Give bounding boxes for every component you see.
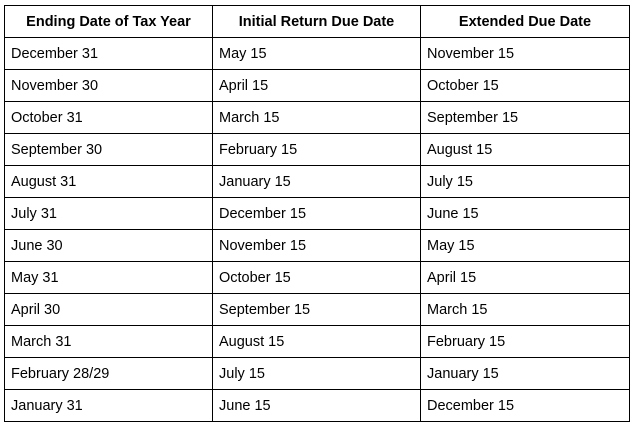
ending-date-cell: February 28/29 [5,358,213,390]
extended-due-date-cell: October 15 [421,70,630,102]
table-row [5,326,630,358]
header-ending-date: Ending Date of Tax Year [5,6,213,38]
initial-due-date-cell: July 15 [213,358,421,390]
ending-date-cell: November 30 [5,70,213,102]
header-row [5,6,630,38]
ending-date-cell: March 31 [5,326,213,358]
table-row [5,70,630,102]
extended-due-date-cell: May 15 [421,230,630,262]
ending-date-cell: April 30 [5,294,213,326]
header-extended-due-date: Extended Due Date [421,6,630,38]
table-row [5,102,630,134]
extended-due-date-cell: November 15 [421,38,630,70]
ending-date-cell: June 30 [5,230,213,262]
table-row [5,198,630,230]
initial-due-date-cell: August 15 [213,326,421,358]
table-row [5,390,630,422]
extended-due-date-cell: December 15 [421,390,630,422]
initial-due-date-cell: February 15 [213,134,421,166]
initial-due-date-cell: May 15 [213,38,421,70]
table-row [5,38,630,70]
ending-date-cell: May 31 [5,262,213,294]
extended-due-date-cell: June 15 [421,198,630,230]
table-row [5,262,630,294]
initial-due-date-cell: October 15 [213,262,421,294]
initial-due-date-cell: April 15 [213,70,421,102]
extended-due-date-cell: August 15 [421,134,630,166]
extended-due-date-cell: April 15 [421,262,630,294]
initial-due-date-cell: January 15 [213,166,421,198]
initial-due-date-cell: March 15 [213,102,421,134]
extended-due-date-cell: September 15 [421,102,630,134]
ending-date-cell: July 31 [5,198,213,230]
extended-due-date-cell: July 15 [421,166,630,198]
ending-date-cell: January 31 [5,390,213,422]
initial-due-date-cell: June 15 [213,390,421,422]
table-row [5,230,630,262]
ending-date-cell: September 30 [5,134,213,166]
table-row [5,294,630,326]
extended-due-date-cell: January 15 [421,358,630,390]
header-initial-due-date: Initial Return Due Date [213,6,421,38]
extended-due-date-cell: March 15 [421,294,630,326]
table-row [5,358,630,390]
table-row [5,134,630,166]
initial-due-date-cell: November 15 [213,230,421,262]
ending-date-cell: December 31 [5,38,213,70]
due-date-table [4,5,630,422]
initial-due-date-cell: December 15 [213,198,421,230]
ending-date-cell: October 31 [5,102,213,134]
table-row [5,166,630,198]
ending-date-cell: August 31 [5,166,213,198]
initial-due-date-cell: September 15 [213,294,421,326]
extended-due-date-cell: February 15 [421,326,630,358]
